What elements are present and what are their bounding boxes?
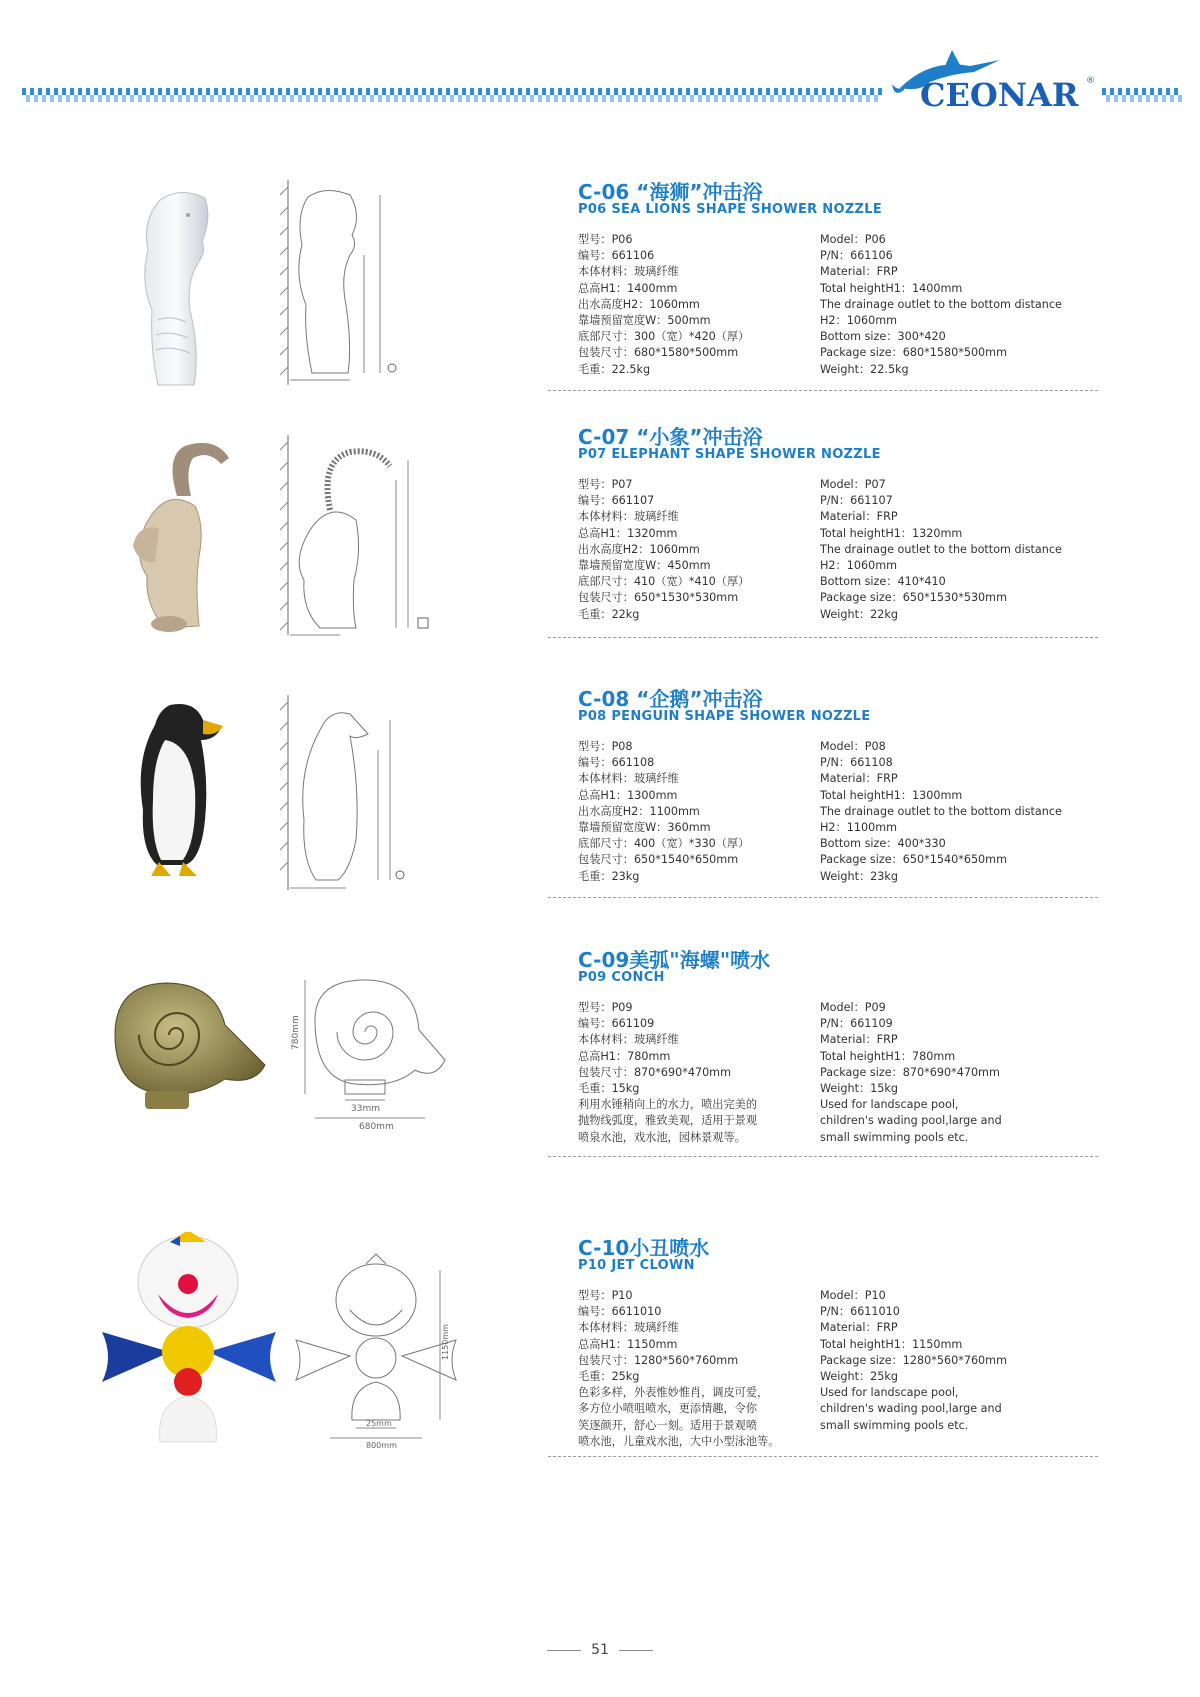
product-title-cn: C-08 “企鹅”冲击浴 [578,687,763,711]
spec-cn-line: 型号：P06 [578,233,633,246]
spec-cn-line: 编号：661109 [578,1017,655,1031]
spec-en-line: Material：FRP [820,510,898,524]
section-divider [548,1156,1098,1157]
conch-drawing [285,970,455,1135]
page-number-rule [619,1650,653,1651]
spec-cn-line: 底部尺寸：400（宽）*330（厚） [578,837,750,851]
sea-lion-photo [130,190,240,390]
spec-en-line: Model：P10 [820,1289,886,1302]
spec-cn-line: 包装尺寸：650*1540*650mm [578,853,739,867]
drawing-base-label: 33mm [351,1104,380,1114]
clown-drawing [290,1240,470,1450]
product-title-en: P08 PENGUIN SHAPE SHOWER NOZZLE [578,709,871,724]
decorative-dot-band [22,88,882,102]
section-divider [548,897,1098,898]
spec-en-line: Material：FRP [820,265,898,279]
spec-cn-line: 型号：P09 [578,1001,633,1014]
spec-cn-line: 笑逐颜开，舒心一刻。适用于景观喷 [578,1418,758,1432]
spec-cn-line: 本体材料：玻璃纤维 [578,1321,679,1335]
drawing-base-label: 25mm [366,1419,392,1428]
elephant-drawing [280,430,440,645]
spec-list-cn [578,232,808,378]
drawing-height-label: 1150mm [441,1324,450,1360]
spec-en-line: Package size：650*1540*650mm [820,853,1007,867]
spec-en-line: Total heightH1：1320mm [820,526,963,540]
spec-en-line: small swimming pools etc. [820,1418,969,1432]
spec-cn-line: 多方位小喷咀喷水，更添情趣，令你 [578,1402,758,1416]
spec-cn-line: 出水高度H2：1060mm [578,542,700,556]
product-title-en: P07 ELEPHANT SHAPE SHOWER NOZZLE [578,447,881,462]
spec-en-line: Model：P07 [820,478,886,491]
spec-en-line: Total heightH1：1150mm [820,1337,963,1351]
spec-en-line: Material：FRP [820,1321,898,1335]
spec-cn-line: 毛重：22.5kg [578,362,651,376]
spec-en-line: Material：FRP [820,1033,898,1047]
spec-cn-line: 出水高度H2：1100mm [578,804,700,818]
spec-en-line: Package size：870*690*470mm [820,1065,1000,1079]
spec-en-line: The drainage outlet to the bottom distance [820,297,1062,311]
registered-mark: ® [1086,76,1095,86]
page-number [0,1642,1200,1658]
spec-cn-line: 毛重：25kg [578,1370,640,1384]
spec-cn-line: 本体材料：玻璃纤维 [578,772,679,786]
product-title-cn: C-09美弧"海螺"喷水 [578,948,771,972]
spec-en-line: Used for landscape pool, [820,1386,959,1400]
spec-cn-line: 毛重：22kg [578,607,640,621]
spec-list-cn [578,477,808,623]
spec-en-line: small swimming pools etc. [820,1130,969,1144]
spec-list-en [820,232,1120,378]
section-divider [548,1456,1098,1457]
spec-cn-line: 总高H1：1320mm [578,526,678,540]
product-title-en: P06 SEA LIONS SHAPE SHOWER NOZZLE [578,202,883,217]
spec-cn-line: 底部尺寸：410（宽）*410（厚） [578,575,750,589]
spec-en-line: Total heightH1：780mm [820,1049,956,1063]
spec-cn-line: 包装尺寸：680*1580*500mm [578,346,739,360]
spec-en-line: Weight：22.5kg [820,362,909,376]
spec-cn-line: 底部尺寸：300（宽）*420（厚） [578,330,750,344]
drawing-width-label: 800mm [366,1441,397,1450]
spec-cn-line: 总高H1：1400mm [578,281,678,295]
spec-en-line: Weight：15kg [820,1082,898,1096]
spec-cn-line: 毛重：23kg [578,869,640,883]
spec-en-line: Bottom size：410*410 [820,575,946,589]
spec-list-cn [578,739,808,885]
product-title-cn: C-06 “海狮”冲击浴 [578,180,763,204]
spec-cn-line: 靠墙预留宽度W：360mm [578,821,711,835]
spec-cn-line: 抛物线弧度，雅致美观，适用于景观 [578,1114,758,1128]
spec-cn-line: 喷泉水池，戏水池，园林景观等。 [578,1130,746,1144]
elephant-photo [125,436,240,636]
page-number-rule [547,1650,581,1651]
spec-cn-line: 总高H1：1300mm [578,788,678,802]
brand-logo [890,48,1100,118]
spec-en-line: H2：1100mm [820,821,897,835]
spec-en-line: children's wading pool,large and [820,1402,1002,1416]
spec-cn-line: 总高H1：1150mm [578,1337,678,1351]
section-divider [548,637,1098,638]
spec-list-en [820,739,1120,885]
spec-en-line: Bottom size：400*330 [820,837,946,851]
spec-cn-line: 总高H1：780mm [578,1049,671,1063]
drawing-width-label: 680mm [359,1122,394,1132]
spec-en-line: Weight：23kg [820,869,898,883]
spec-en-line: Weight：25kg [820,1370,898,1384]
spec-en-line: P/N：661109 [820,1017,893,1031]
spec-en-line: Package size：1280*560*760mm [820,1353,1007,1367]
spec-en-line: H2：1060mm [820,559,897,573]
spec-list-cn [578,1288,808,1450]
decorative-dot-band-right [1102,88,1182,102]
spec-en-line: Weight：22kg [820,607,898,621]
spec-en-line: The drainage outlet to the bottom distance [820,542,1062,556]
spec-cn-line: 编号：661107 [578,494,655,508]
spec-cn-line: 编号：661106 [578,249,655,263]
sea-lion-drawing [280,175,420,390]
spec-cn-line: 编号：6611010 [578,1305,662,1319]
spec-cn-line: 编号：661108 [578,756,655,770]
spec-en-line: Model：P08 [820,740,886,753]
spec-cn-line: 靠墙预留宽度W：450mm [578,559,711,573]
page-header [0,0,1200,140]
spec-en-line: Model：P06 [820,233,886,246]
spec-en-line: Used for landscape pool, [820,1098,959,1112]
product-title-cn: C-10小丑喷水 [578,1236,710,1260]
spec-list-en [820,477,1120,623]
spec-en-line: Package size：650*1530*530mm [820,591,1007,605]
spec-cn-line: 靠墙预留宽度W：500mm [578,314,711,328]
product-title-cn: C-07 “小象”冲击浴 [578,425,763,449]
spec-cn-line: 本体材料：玻璃纤维 [578,1033,679,1047]
brand-name: CEONAR [920,76,1079,114]
spec-cn-line: 型号：P07 [578,478,633,491]
spec-en-line: Bottom size：300*420 [820,330,946,344]
spec-en-line: P/N：6611010 [820,1305,900,1319]
section-divider [548,390,1098,391]
drawing-height-label: 780mm [291,1015,301,1050]
spec-cn-line: 型号：P08 [578,740,633,753]
spec-list-en [820,1288,1120,1434]
product-title-en: P10 JET CLOWN [578,1258,695,1273]
spec-cn-line: 喷水池，儿童戏水池，大中小型泳池等。 [578,1434,780,1448]
spec-en-line: Package size：680*1580*500mm [820,346,1007,360]
spec-en-line: P/N：661108 [820,756,893,770]
spec-en-line: children's wading pool,large and [820,1114,1002,1128]
conch-photo [105,975,270,1115]
spec-cn-line: 本体材料：玻璃纤维 [578,510,679,524]
spec-cn-line: 毛重：15kg [578,1082,640,1096]
spec-cn-line: 包装尺寸：1280*560*760mm [578,1353,739,1367]
spec-en-line: Total heightH1：1400mm [820,281,963,295]
spec-cn-line: 包装尺寸：650*1530*530mm [578,591,739,605]
spec-en-line: P/N：661107 [820,494,893,508]
product-title-en: P09 CONCH [578,970,665,985]
clown-photo [100,1232,290,1452]
spec-list-cn [578,1000,808,1146]
spec-en-line: P/N：661106 [820,249,893,263]
spec-cn-line: 型号：P10 [578,1289,633,1302]
spec-cn-line: 本体材料：玻璃纤维 [578,265,679,279]
spec-en-line: The drainage outlet to the bottom distance [820,804,1062,818]
spec-en-line: Total heightH1：1300mm [820,788,963,802]
spec-cn-line: 出水高度H2：1060mm [578,297,700,311]
penguin-drawing [280,690,440,900]
spec-list-en [820,1000,1120,1146]
page-number-text: 51 [591,1642,609,1658]
penguin-photo [125,700,235,880]
spec-cn-line: 色彩多样，外表惟妙惟肖，调皮可爱， [578,1386,769,1400]
spec-en-line: H2：1060mm [820,314,897,328]
spec-en-line: Material：FRP [820,772,898,786]
spec-en-line: Model：P09 [820,1001,886,1014]
spec-cn-line: 包装尺寸：870*690*470mm [578,1065,731,1079]
spec-cn-line: 利用水锤稍向上的水力，喷出完美的 [578,1098,758,1112]
